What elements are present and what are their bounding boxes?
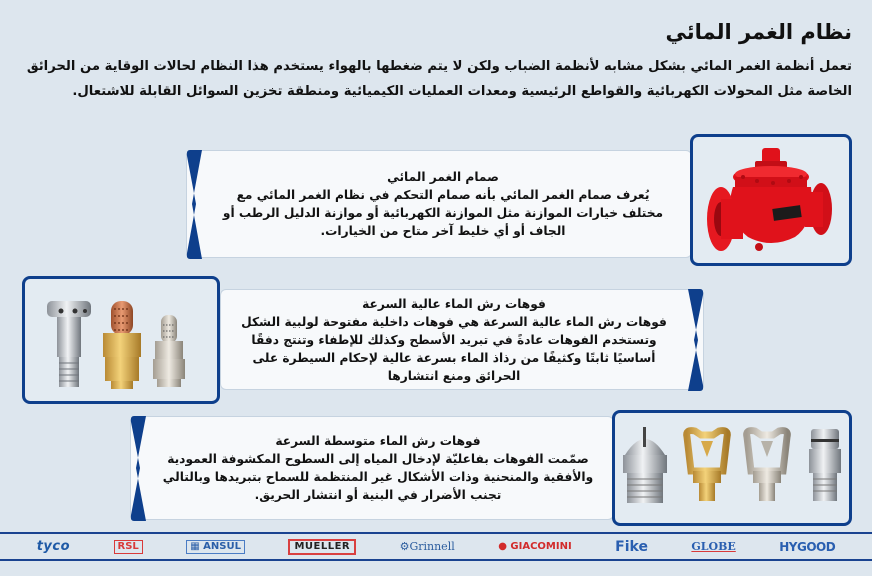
page-title: نظام الغمر المائي <box>665 20 852 44</box>
brand-logo-hygood: HYGOOD <box>779 539 836 554</box>
brand-logo-giacomini-text: GIACOMINI <box>510 541 572 552</box>
brand-logo-grinnell-text: Grinnell <box>409 540 455 553</box>
card-title: صمام الغمر المائي <box>387 170 499 184</box>
nozzles-illustration <box>25 279 217 401</box>
chevron-right-icon <box>682 288 706 392</box>
brand-logo-ansul-text: ANSUL <box>203 540 241 552</box>
high-velocity-nozzles-image <box>22 276 220 404</box>
brand-logo-fike: Fike <box>615 538 648 555</box>
card-body: صمّمت الفوهات بفاعليّة لإدخال المياه إلى السطوح المكشوفة العمودية والأفقية والمنحنية وذات الأشكال غير المنتظمة للسماح بتبريدها وبالتالي تجنب الأضرار في البنية أو انتشار الحريق. <box>162 452 594 502</box>
brand-logo-tyco: tyco <box>36 539 71 554</box>
deluge-valve-image <box>690 134 852 266</box>
sprinklers-illustration <box>615 413 849 523</box>
card-high-velocity-text <box>220 289 704 390</box>
flame-icon: ● <box>498 541 507 552</box>
valve-illustration <box>693 137 849 263</box>
card-title: فوهات رش الماء عالية السرعة <box>362 296 546 311</box>
brand-logo-ansul: ▦ ANSUL <box>186 540 245 554</box>
card-body: يُعرف صمام الغمر المائي بأنه صمام التحكم في نظام الغمر المائي مع مختلف خيارات الموازنة مثل الموازنة الكهربائية أو موازنة الدليل الرطب أو الجاف أو أي خليط آخر متاح من الخيارات. <box>222 188 664 238</box>
card-body: فوهات رش الماء عالية السرعة هي فوهات داخلية مفتوحة لولبية الشكل وتستخدم الفوهات عادةً في تبريد الأسطح وكذلك للإطفاء وتنتج دفقًا أساسيًا ثابتًا وكثيفًا من رذاذ الماء بسرعة عالية لإحكام السيطرة على الحرائق ومنع انتشارها <box>241 314 667 383</box>
medium-velocity-nozzles-image <box>612 410 852 526</box>
brand-logo-grinnell <box>400 540 455 553</box>
card-deluge-valve-text <box>186 150 692 258</box>
brand-logo-mueller: MUELLER <box>288 539 356 555</box>
brand-logo-rsl: RSL <box>114 540 143 554</box>
gear-icon: ⚙ <box>399 540 410 553</box>
card-title: فوهات رش الماء متوسطة السرعة <box>275 434 481 448</box>
brand-logo-bar <box>0 532 872 561</box>
brand-logo-globe: GLOBE <box>691 540 736 553</box>
card-medium-velocity-text <box>130 416 614 520</box>
brand-logo-giacomini <box>498 541 572 552</box>
chevron-left-icon <box>128 415 152 522</box>
intro-paragraph: تعمل أنظمة الغمر المائي بشكل مشابه لأنظمة الضباب ولكن لا يتم ضغطها بالهواء يستخدم هذا النظام لحالات الوقاية من الحرائق الخاصة مثل المحولات الكهربائية والقواطع الرئيسية ومعدات العمليات الكيميائية ومنطقة تخزين السوائل القابلة للاشتعال. <box>26 59 852 99</box>
chevron-left-icon <box>184 149 208 260</box>
